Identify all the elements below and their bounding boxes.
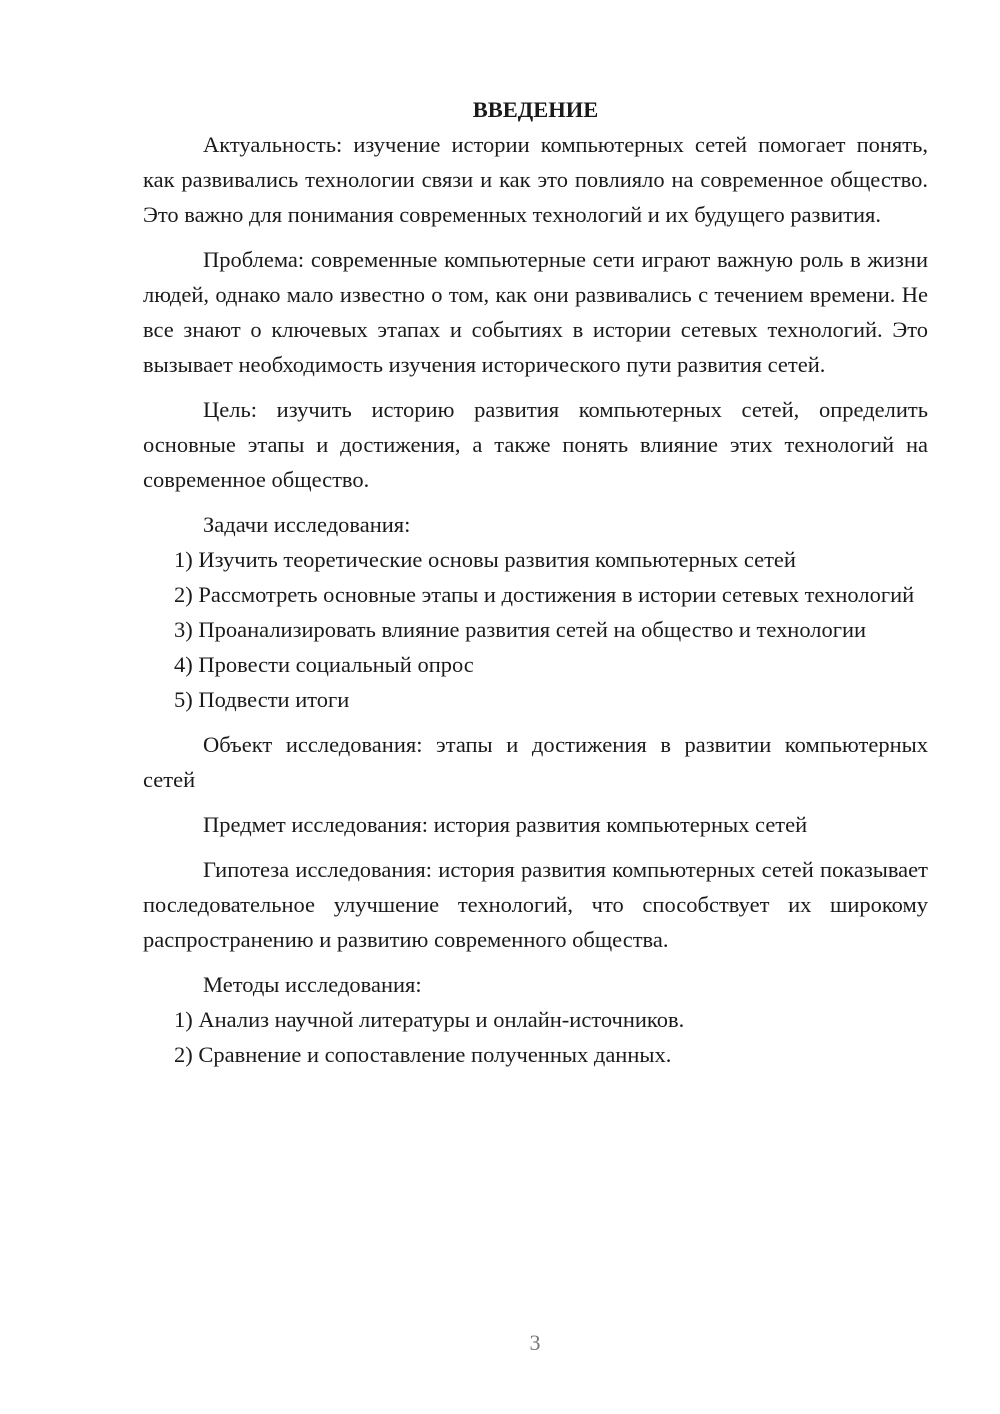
paragraph-goal: Цель: изучить историю развития компьютерных сетей, определить основные этапы и достижения, а также понять влияние этих технологий на современное общество. — [143, 397, 928, 492]
task-item-2: 2) Рассмотреть основные этапы и достижения в истории сетевых технологий — [174, 582, 915, 607]
paragraph-subject: Предмет исследования: история развития компьютерных сетей — [203, 812, 808, 837]
task-item-3: 3) Проанализировать влияние развития сетей на общество и технологии — [174, 617, 867, 642]
paragraph-hypothesis: Гипотеза исследования: история развития компьютерных сетей показывает последовательное улучшение технологий, что способствует их широкому распространению и развитию современного общества. — [143, 857, 928, 952]
page-content — [143, 92, 928, 1072]
task-item-1: 1) Изучить теоретические основы развития компьютерных сетей — [174, 547, 796, 572]
page-number: 3 — [529, 1330, 541, 1355]
paragraph-problem: Проблема: современные компьютерные сети играют важную роль в жизни людей, однако мало известно о том, как они развивались с течением времени. Не все знают о ключевых этапах и событиях в истории сетевых технологий. Это вызывает необходимость изучения исторического пути развития сетей. — [143, 247, 928, 377]
paragraph-object: Объект исследования: этапы и достижения в развитии компьютерных сетей — [143, 732, 928, 792]
paragraph-relevance: Актуальность: изучение истории компьютерных сетей помогает понять, как развивались технологии связи и как это повлияло на современное общество. Это важно для понимания современных технологий и их будущего развития. — [143, 132, 928, 227]
tasks-heading: Задачи исследования: — [203, 512, 411, 537]
methods-heading: Методы исследования: — [203, 972, 422, 997]
task-item-4: 4) Провести социальный опрос — [174, 652, 474, 677]
method-item-2: 2) Сравнение и сопоставление полученных данных. — [174, 1042, 672, 1067]
section-title: ВВЕДЕНИЕ — [472, 97, 599, 122]
task-item-5: 5) Подвести итоги — [174, 687, 350, 712]
method-item-1: 1) Анализ научной литературы и онлайн-источников. — [174, 1007, 685, 1032]
